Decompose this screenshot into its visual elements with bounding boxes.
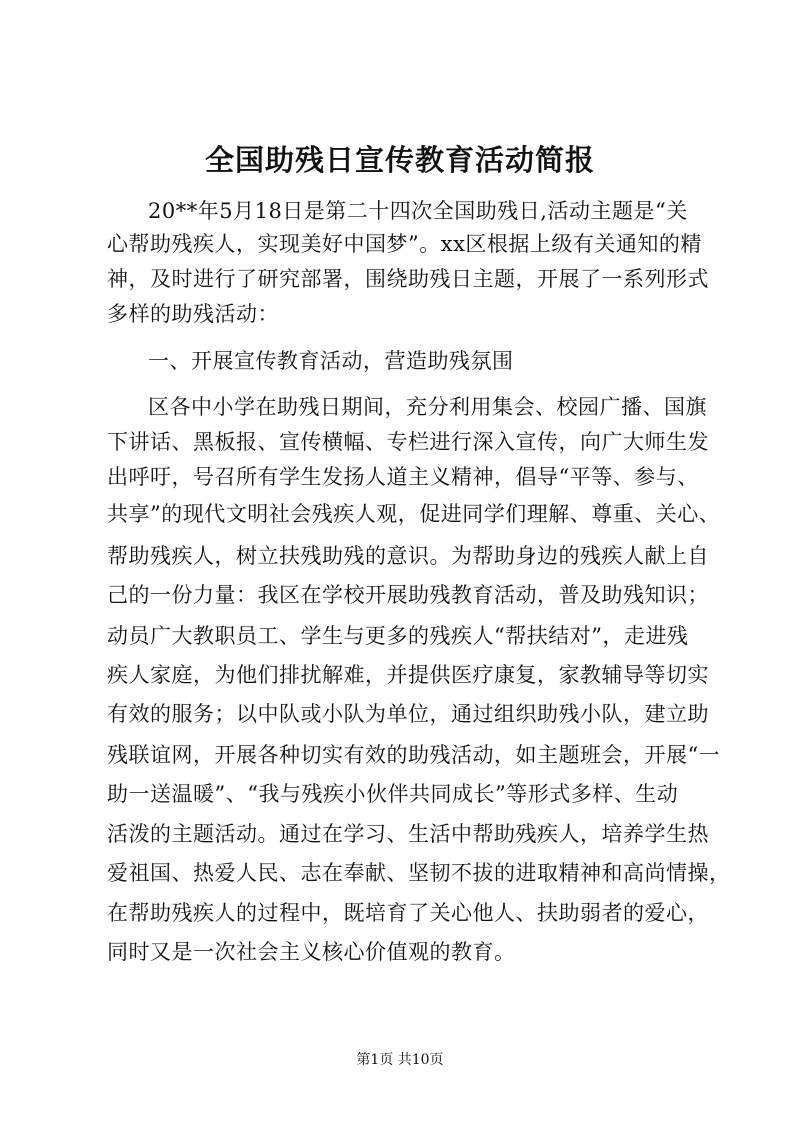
text-line: 共享”的现代文明社会残疾人观，促进同学们理解、尊重、关心、 [107,502,721,526]
text-line: 帮助残疾人，树立扶残助残的意识。为帮助身边的残疾人献上自 [107,544,709,568]
text-line: 残联谊网，开展各种切实有效的助残活动，如主题班会，开展“一 [107,743,721,767]
page-footer: 第1页 共10页 [356,1052,444,1068]
text-line: 下讲话、黑板报、宣传横幅、专栏进行深入宣传，向广大师生发 [107,430,709,454]
text-line: 有效的服务；以中队或小队为单位，通过组织助残小队，建立助 [107,702,709,726]
text-line: 动员广大教职员工、学生与更多的残疾人“帮扶结对”，走进残 [107,624,689,648]
text-line: 疾人家庭，为他们排扰解难，并提供医疗康复，家教辅导等切实 [107,663,709,687]
text-line: 区各中小学在助残日期间，充分利用集会、校园广播、国旗 [148,395,707,419]
text-line: 多样的助残活动： [107,302,279,326]
text-line: 在帮助残疾人的过程中，既培育了关心他人、扶助弱者的爱心， [107,901,709,925]
document-title: 全国助残日宣传教育活动简报 [204,143,595,177]
text-line: 出呼吁，号召所有学生发扬人道主义精神，倡导“平等、参与、 [107,465,699,489]
text-line: 己的一份力量：我区在学校开展助残教育活动，普及助残知识； [107,583,709,607]
text-line: 同时又是一次社会主义核心价值观的教育。 [107,940,516,964]
text-line: 助一送温暖”、“我与残疾小伙伴共同成长”等形式多样、生动 [107,782,679,806]
text-line: 爱祖国、热爱人民、志在奉献、坚韧不拔的进取精神和高尚情操， [107,861,731,885]
text-line: 20**年5月18日是第二十四次全国助残日,活动主题是“关 [148,199,688,223]
section-heading: 一、开展宣传教育活动，营造助残氛围 [148,349,514,373]
text-line: 神，及时进行了研究部署，围绕助残日主题，开展了一系列形式 [107,267,709,291]
text-line: 活泼的主题活动。通过在学习、生活中帮助残疾人，培养学生热 [107,822,709,846]
text-line: 心帮助残疾人，实现美好中国梦”。xx区根据上级有关通知的精 [107,232,702,256]
